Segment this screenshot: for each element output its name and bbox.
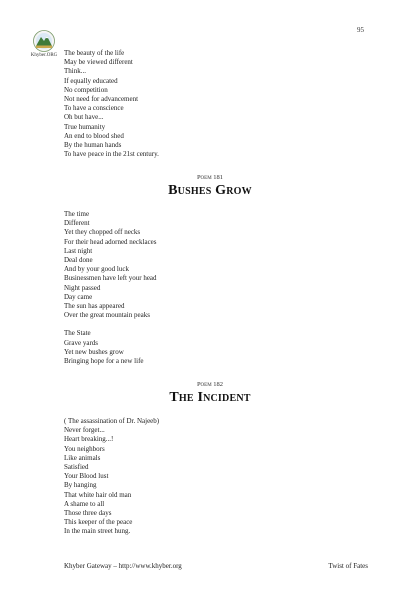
verse-line: Over the great mountain peaks [64, 311, 150, 320]
verse-line: Bringing hope for a new life [64, 357, 144, 366]
verse-line: Those three days [64, 509, 112, 518]
verse-line: Day came [64, 292, 93, 301]
verse-line: A shame to all [64, 499, 105, 508]
verse-line: This keeper of the peace [64, 518, 133, 527]
mountain-logo-icon [33, 30, 55, 52]
verse-line: Deal done [64, 256, 93, 265]
verse-line: In the main street hung. [64, 527, 131, 536]
verse-line: The beauty of the life [64, 49, 125, 57]
verse-line: The time [64, 210, 90, 218]
verse-line: For their head adorned necklaces [64, 237, 157, 246]
logo-text: Khyber.ORG [30, 53, 58, 58]
poem-181-number: Poem 181 [196, 174, 224, 181]
page-number: 95 [357, 26, 364, 34]
verse-line: ( The assassination of Dr. Najeeb) [64, 417, 160, 425]
verse-line: And by your good luck [64, 265, 129, 274]
verse-line: By the human hands [64, 141, 122, 150]
verse-line: That white hair old man [64, 490, 132, 499]
verse-line: True humanity [64, 122, 106, 131]
verse-line: Yet new bushes grow [64, 347, 124, 356]
verse-line: Different [64, 219, 90, 228]
verse-line: If equally educated [64, 76, 118, 85]
verse-line: Not need for advancement [64, 95, 139, 104]
poem-182-title: The Incident [169, 390, 251, 405]
verse-line: Businessmen have left your head [64, 274, 157, 283]
verse-line: An end to blood shed [64, 131, 124, 140]
khyber-logo [26, 30, 62, 58]
footer-source: Khyber Gateway – http://www.khyber.org [64, 562, 182, 570]
verse-line: The State [64, 329, 91, 338]
verse-line: The sun has appeared [64, 302, 125, 311]
intro-verse [64, 49, 159, 159]
poem-182-number: Poem 182 [196, 381, 224, 388]
verse-line: Never forget... [64, 426, 105, 435]
verse-line: Last night [64, 246, 93, 255]
verse-line: Yet they chopped off necks [64, 228, 141, 237]
verse-line: May be viewed different [64, 58, 133, 67]
verse-line: Night passed [64, 283, 101, 292]
verse-line: Oh but have... [64, 113, 104, 122]
verse-line: You neighbors [64, 444, 105, 453]
verse-line: Think... [64, 67, 86, 76]
footer-book-title: Twist of Fates [328, 562, 368, 570]
verse-line: By hanging [64, 481, 97, 490]
verse-line: No competition [64, 85, 108, 94]
verse-line: To have peace in the 21st century. [64, 150, 159, 159]
verse-line: Like animals [64, 453, 101, 462]
verse-line: Your Blood lust [64, 472, 109, 481]
verse-line: Heart breaking...! [64, 435, 114, 444]
poem-181-body [64, 210, 157, 366]
verse-line: Grave yards [64, 338, 99, 347]
verse-line: Satisfied [64, 463, 89, 472]
poem-182-body [64, 417, 159, 537]
poem-181-title: Bushes Grow [168, 183, 252, 198]
verse-line: To have a conscience [64, 104, 124, 113]
